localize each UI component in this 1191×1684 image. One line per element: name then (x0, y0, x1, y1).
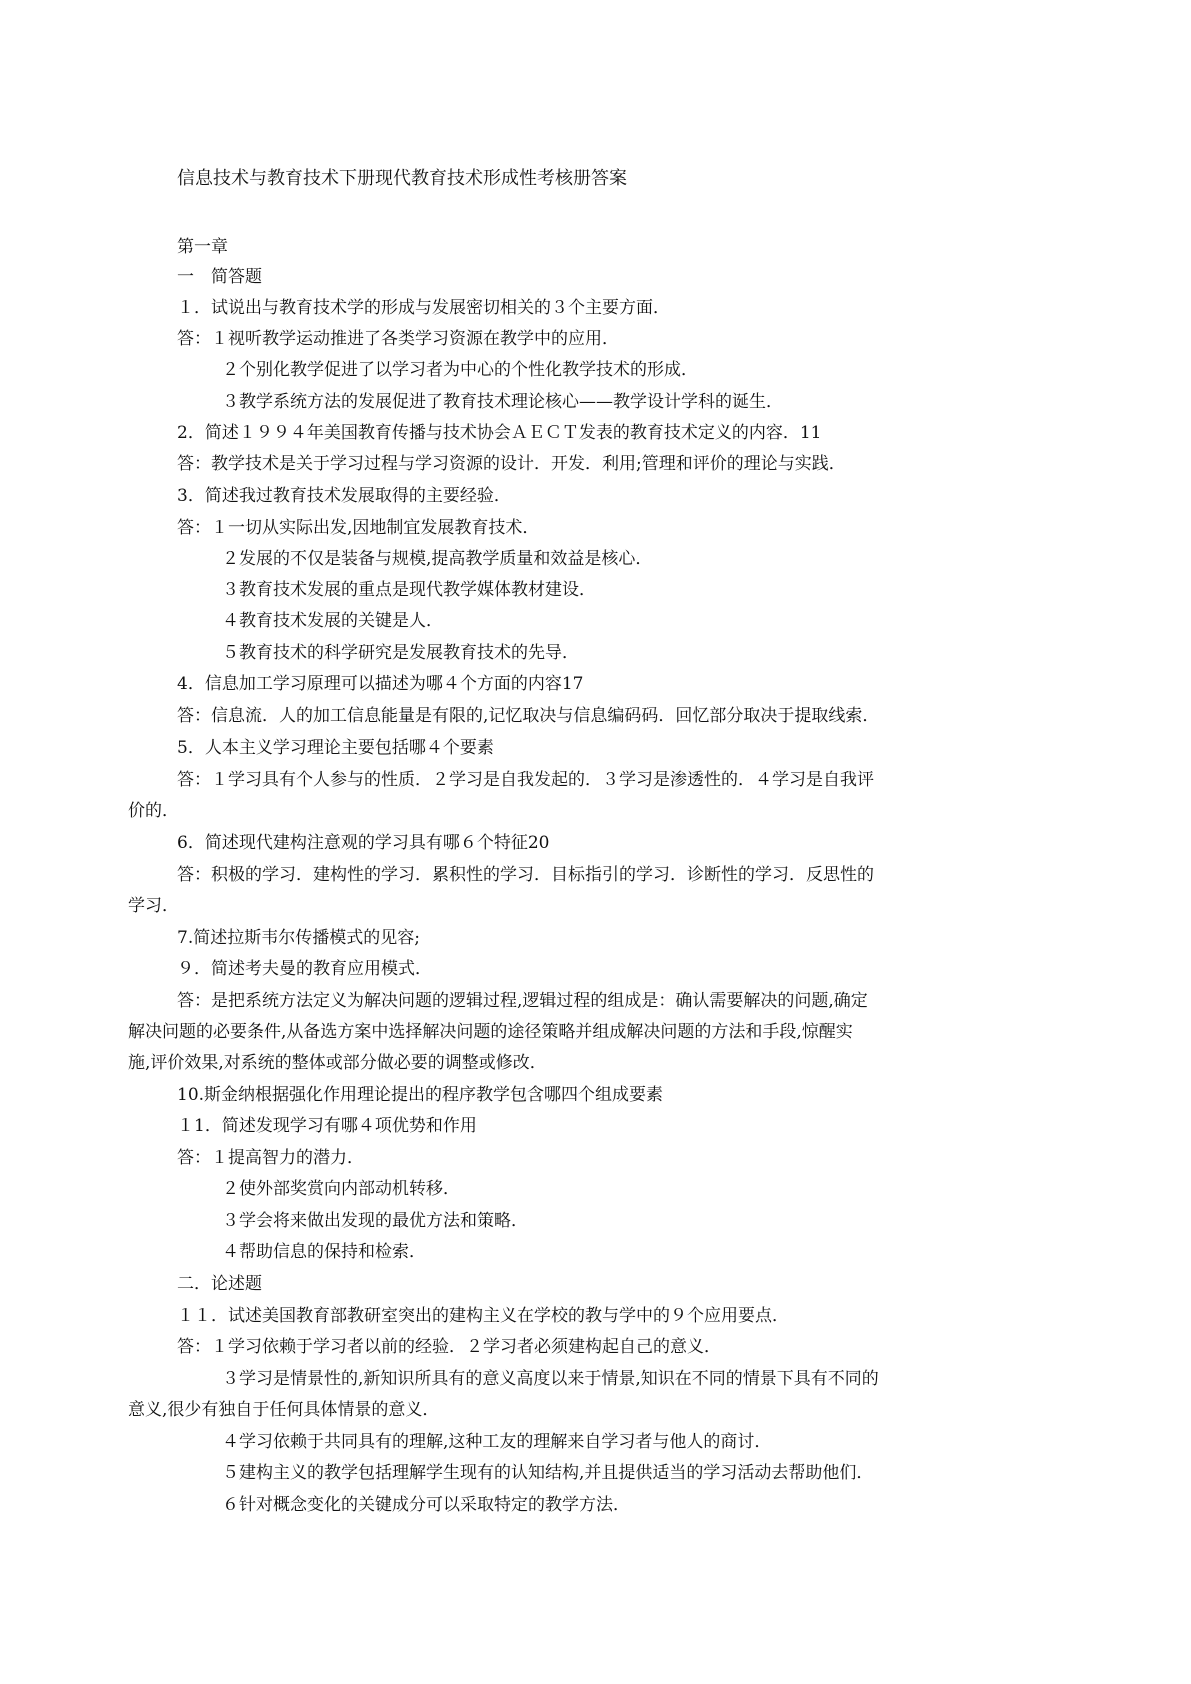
answer-6-line-2: 学习． (128, 896, 179, 916)
question-1: １．试说出与教育技术学的形成与发展密切相关的３个主要方面． (177, 298, 670, 318)
answer-3-line-2: ２发展的不仅是装备与规模,提高教学质量和效益是核心． (222, 549, 653, 569)
answer-3-line-1: 答：１一切从实际出发,因地制宜发展教育技术． (177, 518, 540, 538)
answer-5-line-1: 答：１学习具有个人参与的性质．２学习是自我发起的．３学习是渗透性的．４学习是自我评 (177, 770, 874, 790)
answer-1-line-3: ３教学系统方法的发展促进了教育技术理论核心——教学设计学科的诞生． (222, 392, 783, 412)
answer-1-line-1: 答：１视听教学运动推进了各类学习资源在教学中的应用． (177, 329, 619, 349)
answer-5-line-2: 价的． (128, 801, 179, 821)
question-2: 2．简述１９９４年美国教育传播与技术协会ＡＥＣＴ发表的教育技术定义的内容．11 (177, 423, 822, 443)
essay-answer-line-5: ５建构主义的教学包括理解学生现有的认知结构,并且提供适当的学习活动去帮助他们． (222, 1463, 874, 1483)
question-6: 6．简述现代建构注意观的学习具有哪６个特征20 (177, 833, 550, 853)
question-11: １1．简述发现学习有哪４项优势和作用 (177, 1116, 477, 1136)
essay-answer-line-6: ６针对概念变化的关键成分可以采取特定的教学方法． (222, 1495, 630, 1515)
section-heading-short-answer: 一 简答题 (177, 267, 262, 287)
document-title: 信息技术与教育技术下册现代教育技术形成性考核册答案 (177, 168, 627, 189)
essay-question-1: １１．试述美国教育部教研室突出的建构主义在学校的教与学中的９个应用要点． (177, 1306, 789, 1326)
question-9: ９．简述考夫曼的教育应用模式． (177, 959, 432, 979)
answer-9-line-1: 答：是把系统方法定义为解决问题的逻辑过程,逻辑过程的组成是：确认需要解决的问题,确定 (177, 991, 868, 1011)
answer-11-line-3: ３学会将来做出发现的最优方法和策略． (222, 1211, 528, 1231)
answer-3-line-3: ３教育技术发展的重点是现代教学媒体教材建设． (222, 580, 596, 600)
answer-6-line-1: 答：积极的学习．建构性的学习．累积性的学习．目标指引的学习．诊断性的学习．反思性的 (177, 865, 874, 885)
answer-2: 答：教学技术是关于学习过程与学习资源的设计．开发．利用;管理和评价的理论与实践． (177, 454, 846, 474)
question-10: 10.斯金纳根据强化作用理论提出的程序教学包含哪四个组成要素 (177, 1085, 664, 1105)
answer-9-line-2: 解决问题的必要条件,从备选方案中选择解决问题的途径策略并组成解决问题的方法和手段,惊醒实 (128, 1022, 853, 1042)
answer-3-line-4: ４教育技术发展的关键是人． (222, 611, 443, 631)
answer-3-line-5: ５教育技术的科学研究是发展教育技术的先导． (222, 643, 579, 663)
answer-1-line-2: ２个别化教学促进了以学习者为中心的个性化教学技术的形成． (222, 360, 698, 380)
essay-answer-line-3: 意义,很少有独自于任何具体情景的意义． (128, 1400, 440, 1420)
essay-answer-line-1: 答：１学习依赖于学习者以前的经验．２学习者必须建构起自己的意义． (177, 1337, 721, 1357)
essay-answer-line-4: ４学习依赖于共同具有的理解,这种工友的理解来自学习者与他人的商讨． (222, 1432, 772, 1452)
answer-11-line-4: ４帮助信息的保持和检索． (222, 1242, 426, 1262)
question-4: 4．信息加工学习原理可以描述为哪４个方面的内容17 (177, 674, 584, 694)
answer-4: 答：信息流．人的加工信息能量是有限的,记忆取决与信息编码码．回忆部分取决于提取线索． (177, 706, 880, 726)
answer-9-line-3: 施,评价效果,对系统的整体或部分做必要的调整或修改． (128, 1053, 547, 1073)
question-3: 3．简述我过教育技术发展取得的主要经验． (177, 486, 511, 506)
essay-answer-line-2: ３学习是情景性的,新知识所具有的意义高度以来于情景,知识在不同的情景下具有不同的 (222, 1369, 879, 1389)
question-5: 5．人本主义学习理论主要包括哪４个要素 (177, 738, 494, 758)
answer-11-line-2: ２使外部奖赏向内部动机转移． (222, 1179, 460, 1199)
section-heading-essay: 二．论述题 (177, 1274, 262, 1294)
chapter-heading: 第一章 (177, 237, 228, 257)
answer-11-line-1: 答：１提高智力的潜力． (177, 1148, 364, 1168)
question-7: 7.简述拉斯韦尔传播模式的见容; (177, 928, 420, 948)
